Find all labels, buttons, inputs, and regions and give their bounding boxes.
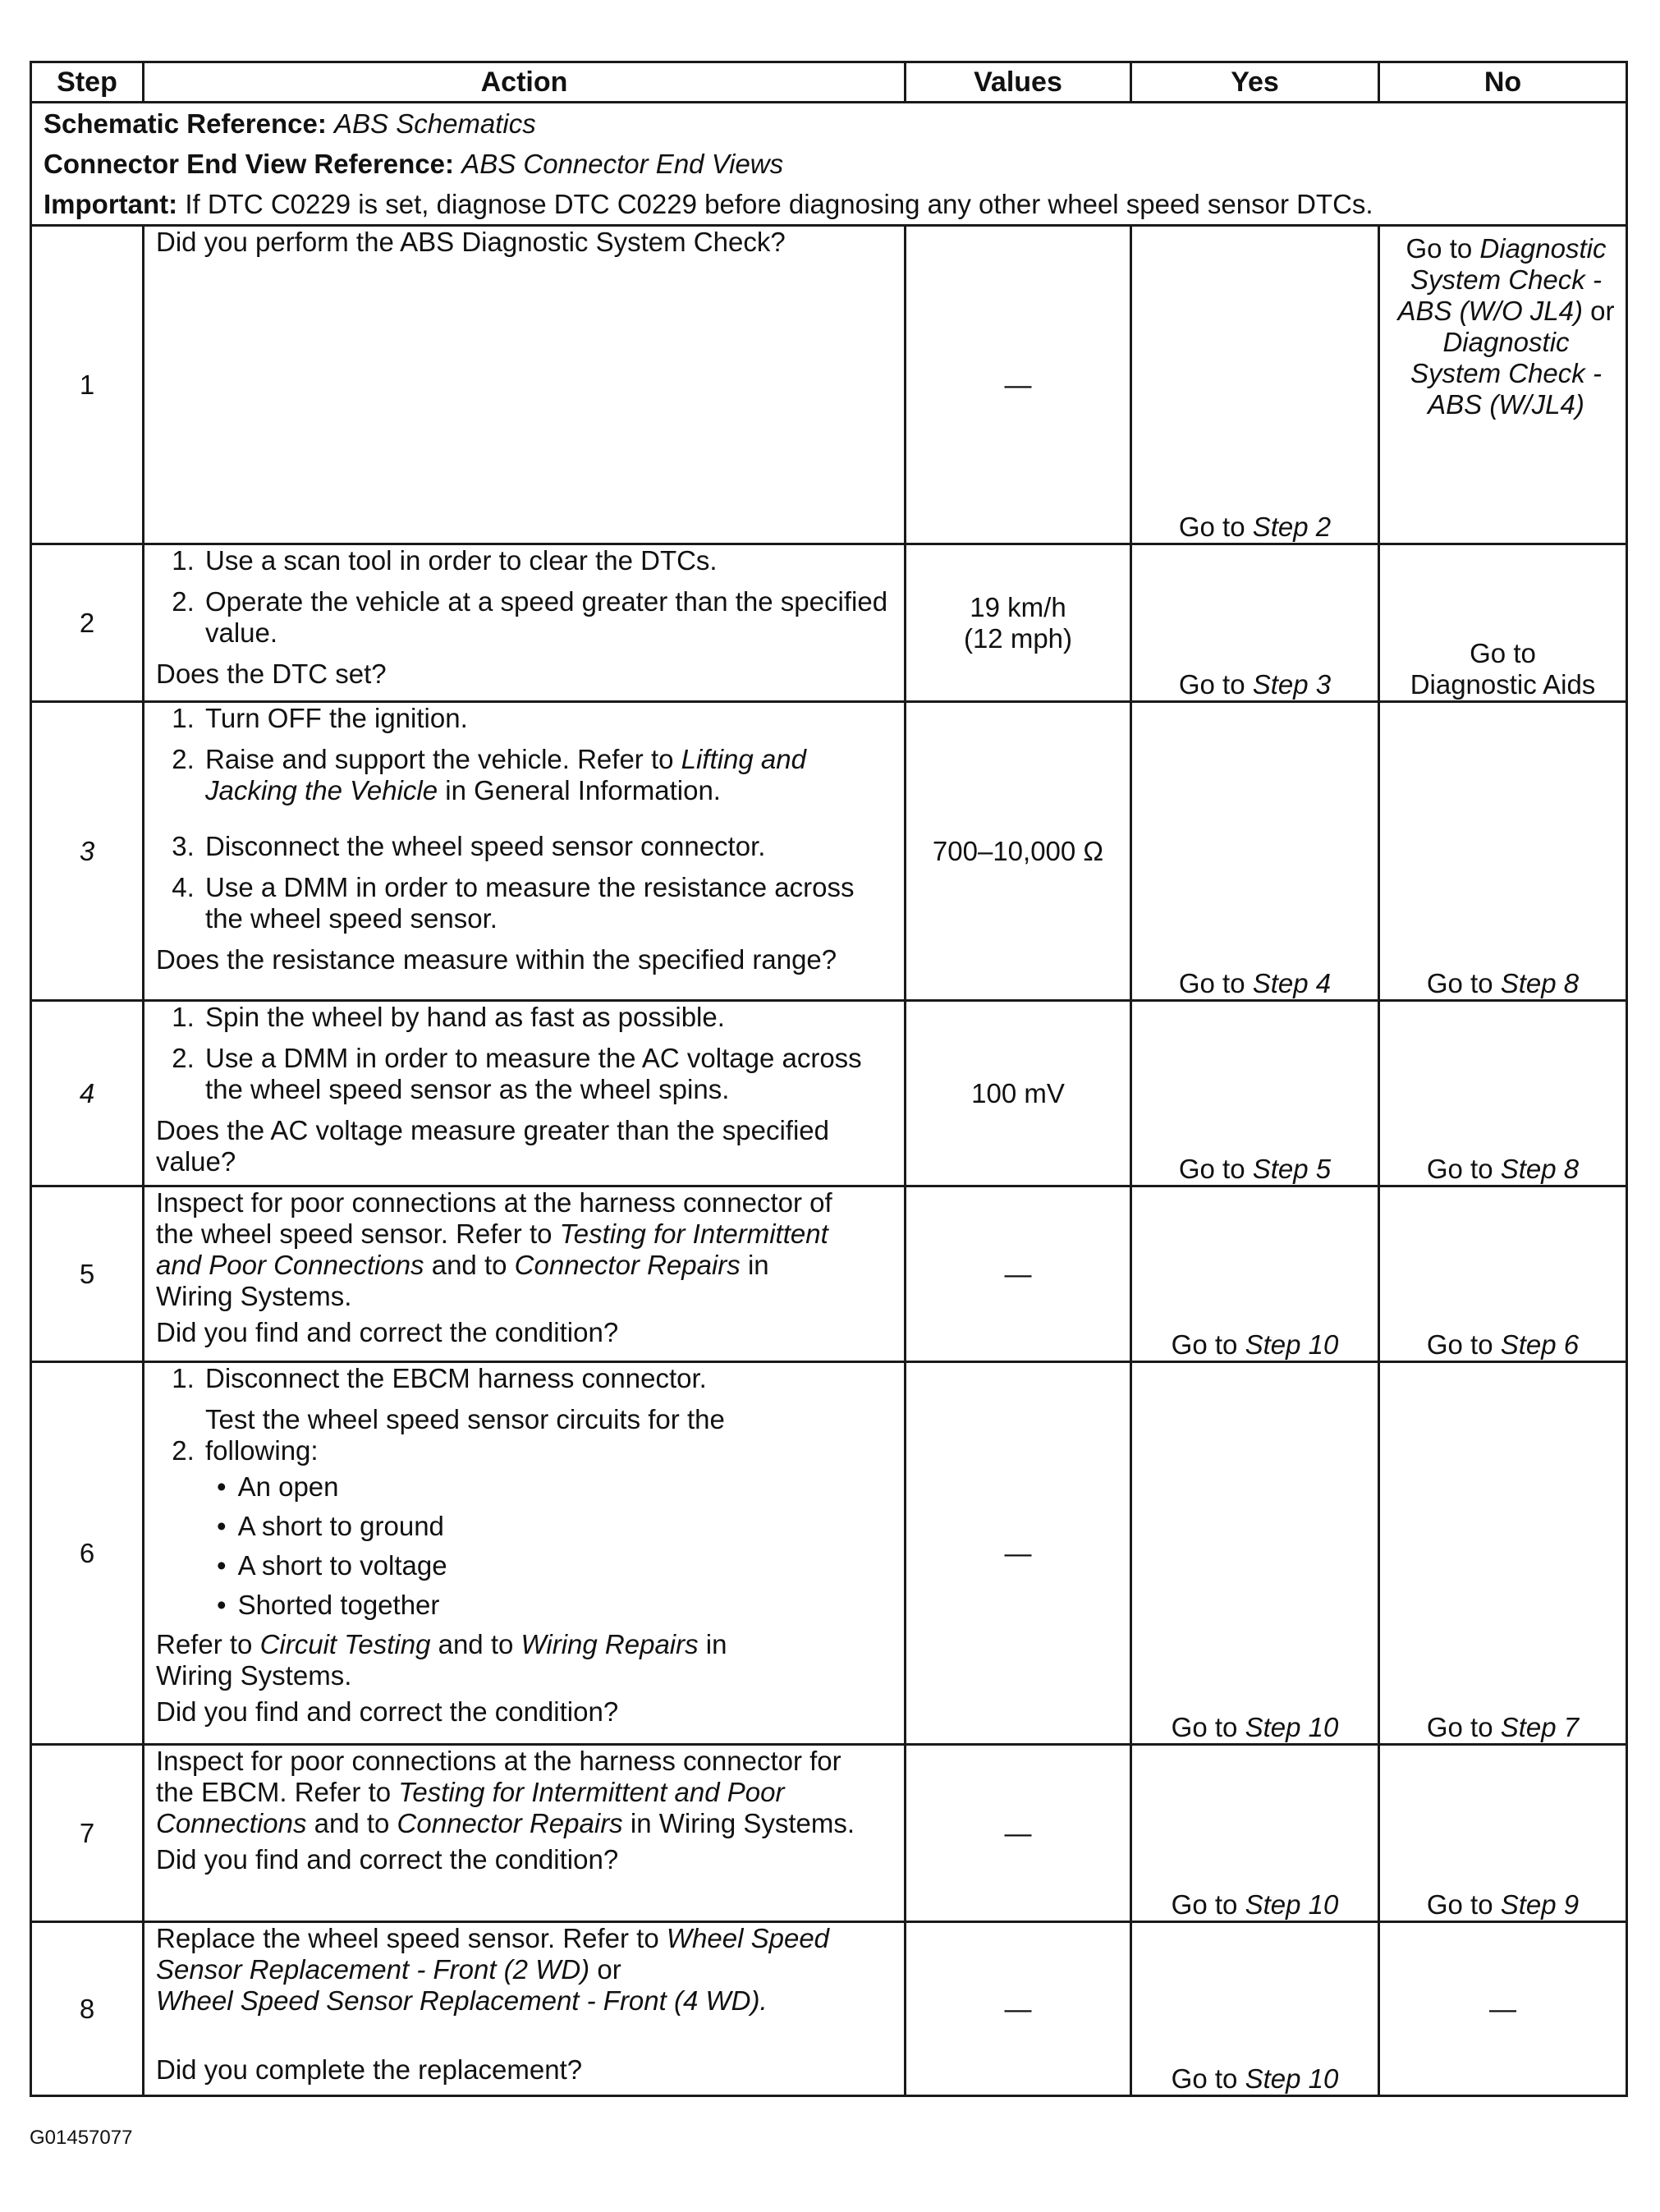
action-cell [144, 544, 906, 702]
no-step-link[interactable]: Step 9 [1500, 1889, 1580, 1920]
yes-cell[interactable] [1131, 226, 1379, 544]
step-number: 2 [31, 544, 144, 702]
step-number: 1 [31, 226, 144, 544]
yes-step-link[interactable]: Step 10 [1245, 1329, 1339, 1360]
table-row [31, 1745, 1627, 1922]
no-prefix: Go to [1426, 1889, 1501, 1920]
action-cell [144, 1922, 906, 2096]
action-question: Does the resistance measure within the specified range? [156, 944, 837, 975]
diagnostic-table [30, 61, 1628, 2097]
yes-prefix: Go to [1178, 512, 1253, 542]
yes-cell[interactable] [1131, 1001, 1379, 1186]
reference-row [31, 103, 1627, 226]
schematic-reference-link[interactable]: ABS Schematics [334, 108, 536, 139]
action-text-part: in Wiring Systems. [622, 1808, 855, 1838]
action-text-part: Inspect for poor connections at the harness connector of the wheel speed sensor. Refer to [156, 1187, 832, 1249]
action-step: 3. Disconnect the wheel speed sensor connector. [202, 831, 892, 862]
table-row [31, 1186, 1627, 1362]
reference-block [31, 103, 1627, 226]
table-row [31, 226, 1627, 544]
link-circuit-testing[interactable]: Circuit Testing [259, 1629, 431, 1659]
list-item: • A short to voltage [213, 1550, 892, 1581]
step-number: 3 [31, 702, 144, 1001]
list-item: • An open [213, 1471, 892, 1503]
header-values: Values [906, 62, 1131, 103]
value-imperial: (12 mph) [963, 622, 1073, 654]
yes-prefix: Go to [1178, 968, 1253, 998]
action-step [202, 744, 892, 806]
action-steps [156, 545, 892, 649]
link-testing-intermittent[interactable]: Testing for Intermittent and Poor Connections [156, 1218, 828, 1280]
table-row [31, 1001, 1627, 1186]
action-step: 1. Turn OFF the ignition. [202, 703, 892, 734]
schematic-reference [44, 103, 1614, 144]
yes-cell[interactable] [1131, 1362, 1379, 1745]
no-step-link[interactable]: Step 8 [1500, 968, 1580, 998]
connector-reference-link[interactable]: ABS Connector End Views [461, 149, 784, 179]
link-wss-replacement-4wd[interactable]: Wheel Speed Sensor Replacement - Front (4 WD). [156, 1985, 768, 2016]
action-question: Does the DTC set? [156, 659, 387, 689]
no-cell[interactable] [1379, 1362, 1627, 1745]
action-steps [156, 1002, 892, 1105]
action-text-part: and to [424, 1250, 515, 1280]
important-note [44, 184, 1614, 224]
header-row [31, 62, 1627, 103]
no-cell[interactable] [1379, 1745, 1627, 1922]
no-prefix: Go to [1426, 1329, 1501, 1360]
no-goto-prefix: Go to [1405, 233, 1480, 264]
yes-prefix: Go to [1171, 1712, 1245, 1742]
action-cell [144, 226, 906, 544]
yes-step-link[interactable]: Step 2 [1252, 512, 1332, 542]
no-cell: — [1379, 1922, 1627, 2096]
link-connector-repairs[interactable]: Connector Repairs [397, 1808, 623, 1838]
no-or-text: or [1583, 296, 1615, 326]
yes-step-link[interactable]: Step 10 [1245, 1712, 1339, 1742]
action-step: 2. Use a DMM in order to measure the AC voltage across the wheel speed sensor as the wheel spins. [202, 1043, 892, 1105]
table-row [31, 1362, 1627, 1745]
yes-step-link[interactable]: Step 10 [1245, 1889, 1339, 1920]
yes-step-link[interactable]: Step 3 [1252, 669, 1332, 700]
no-prefix: Go to [1426, 1712, 1501, 1742]
action-step-text: Raise and support the vehicle. Refer to [205, 744, 681, 774]
no-link-diagnostic-aids[interactable]: Diagnostic Aids [1410, 669, 1596, 700]
yes-cell[interactable] [1131, 544, 1379, 702]
action-cell [144, 1186, 906, 1362]
yes-cell[interactable] [1131, 1186, 1379, 1362]
action-step-text: Test the wheel speed sensor circuits for the following: [205, 1404, 725, 1466]
action-question: Did you find and correct the condition? [156, 1844, 619, 1875]
action-step: 1. Spin the wheel by hand as fast as possible. [202, 1002, 892, 1033]
action-steps [156, 703, 892, 934]
action-step: 1. Disconnect the EBCM harness connector. [202, 1363, 892, 1394]
value-cell: — [906, 1362, 1131, 1745]
action-step [202, 1404, 892, 1621]
yes-prefix: Go to [1171, 2063, 1245, 2094]
no-goto-prefix: Go to [1470, 638, 1536, 668]
table-row [31, 702, 1627, 1001]
action-question: Did you perform the ABS Diagnostic System Check? [156, 227, 786, 257]
action-text [156, 1923, 892, 2017]
yes-cell[interactable] [1131, 1745, 1379, 1922]
value-cell: 100 mV [906, 1001, 1131, 1186]
action-step: 1. Use a scan tool in order to clear the DTCs. [202, 545, 892, 576]
no-cell[interactable] [1379, 544, 1627, 702]
action-cell [144, 702, 906, 1001]
yes-step-link[interactable]: Step 4 [1252, 968, 1332, 998]
step-number: 8 [31, 1922, 144, 2096]
link-connector-repairs[interactable]: Connector Repairs [514, 1250, 741, 1280]
no-prefix: Go to [1426, 968, 1501, 998]
yes-cell[interactable] [1131, 702, 1379, 1001]
header-yes: Yes [1131, 62, 1379, 103]
action-text-part: in Wiring Systems. [156, 1250, 769, 1311]
link-lifting-and-jacking[interactable]: Lifting and Jacking the Vehicle [205, 744, 806, 805]
connector-reference-label: Connector End View Reference: [44, 149, 455, 179]
link-testing-intermittent[interactable]: Testing for Intermittent and Poor Connections [156, 1777, 785, 1838]
table-row [31, 1922, 1627, 2096]
header-step: Step [31, 62, 144, 103]
step-number: 6 [31, 1362, 144, 1745]
yes-prefix: Go to [1171, 1889, 1245, 1920]
step-number: 7 [31, 1745, 144, 1922]
value-cell [906, 544, 1131, 702]
action-question: Did you find and correct the condition? [156, 1317, 619, 1347]
value-metric: 19 km/h [970, 591, 1066, 622]
action-text-part: or [589, 1954, 621, 1985]
no-cell[interactable] [1379, 226, 1627, 544]
important-text: If DTC C0229 is set, diagnose DTC C0229 before diagnosing any other wheel speed sensor DTCs. [185, 189, 1373, 219]
header-no: No [1379, 62, 1627, 103]
yes-cell[interactable] [1131, 1922, 1379, 2096]
action-text [156, 1746, 892, 1839]
no-link-diagnostic-check-w-jl4[interactable]: Diagnostic System Check - ABS (W/JL4) [1410, 327, 1602, 420]
action-text-part: Refer to [156, 1629, 260, 1659]
action-text-part: Replace the wheel speed sensor. Refer to [156, 1923, 667, 1953]
no-cell[interactable] [1379, 1001, 1627, 1186]
no-link-diagnostic-check-wo-jl4[interactable]: Diagnostic System Check - ABS (W/O JL4) [1397, 233, 1607, 326]
table-row [31, 544, 1627, 702]
yes-prefix: Go to [1178, 1154, 1253, 1184]
no-step-link[interactable]: Step 7 [1500, 1712, 1580, 1742]
link-wiring-repairs[interactable]: Wiring Repairs [520, 1629, 699, 1659]
action-text-part: and to [306, 1808, 397, 1838]
action-text-part: in Wiring Systems. [156, 1629, 727, 1691]
value-cell: 700–10,000 Ω [906, 702, 1131, 1001]
list-item: • A short to ground [213, 1511, 892, 1542]
no-step-link[interactable]: Step 6 [1500, 1329, 1580, 1360]
action-text-part: and to [430, 1629, 521, 1659]
yes-step-link[interactable]: Step 10 [1245, 2063, 1339, 2094]
action-question: Did you complete the replacement? [156, 2054, 583, 2085]
action-text [156, 1187, 892, 1312]
condition-list [205, 1471, 892, 1621]
link-wss-replacement-2wd[interactable]: Wheel Speed Sensor Replacement - Front (2 WD) [156, 1923, 830, 1985]
action-text-part: Inspect for poor connections at the harness connector for the EBCM. Refer to [156, 1746, 841, 1807]
step-number: 5 [31, 1186, 144, 1362]
schematic-reference-label: Schematic Reference: [44, 108, 327, 139]
action-step-text: in General Information. [438, 775, 721, 805]
action-steps [156, 1363, 892, 1621]
action-text [156, 1629, 892, 1691]
value-cell: — [906, 1922, 1131, 2096]
step-number: 4 [31, 1001, 144, 1186]
no-step-link[interactable]: Step 8 [1500, 1154, 1580, 1184]
no-prefix: Go to [1426, 1154, 1501, 1184]
action-cell [144, 1001, 906, 1186]
no-cell[interactable] [1379, 702, 1627, 1001]
action-step: 4. Use a DMM in order to measure the resistance across the wheel speed sensor. [202, 872, 892, 934]
figure-code: G01457077 [30, 2127, 133, 2149]
yes-prefix: Go to [1171, 1329, 1245, 1360]
yes-prefix: Go to [1178, 669, 1253, 700]
header-action: Action [144, 62, 906, 103]
action-question: Does the AC voltage measure greater than the specified value? [156, 1115, 829, 1177]
action-question: Did you find and correct the condition? [156, 1696, 619, 1727]
value-cell: — [906, 226, 1131, 544]
list-item: • Shorted together [213, 1590, 892, 1621]
no-cell[interactable] [1379, 1186, 1627, 1362]
action-step: 2. Operate the vehicle at a speed greater than the specified value. [202, 586, 892, 649]
connector-reference [44, 144, 1614, 184]
action-cell [144, 1745, 906, 1922]
yes-step-link[interactable]: Step 5 [1252, 1154, 1332, 1184]
value-cell: — [906, 1186, 1131, 1362]
value-cell: — [906, 1745, 1131, 1922]
important-label: Important: [44, 189, 178, 219]
action-cell [144, 1362, 906, 1745]
